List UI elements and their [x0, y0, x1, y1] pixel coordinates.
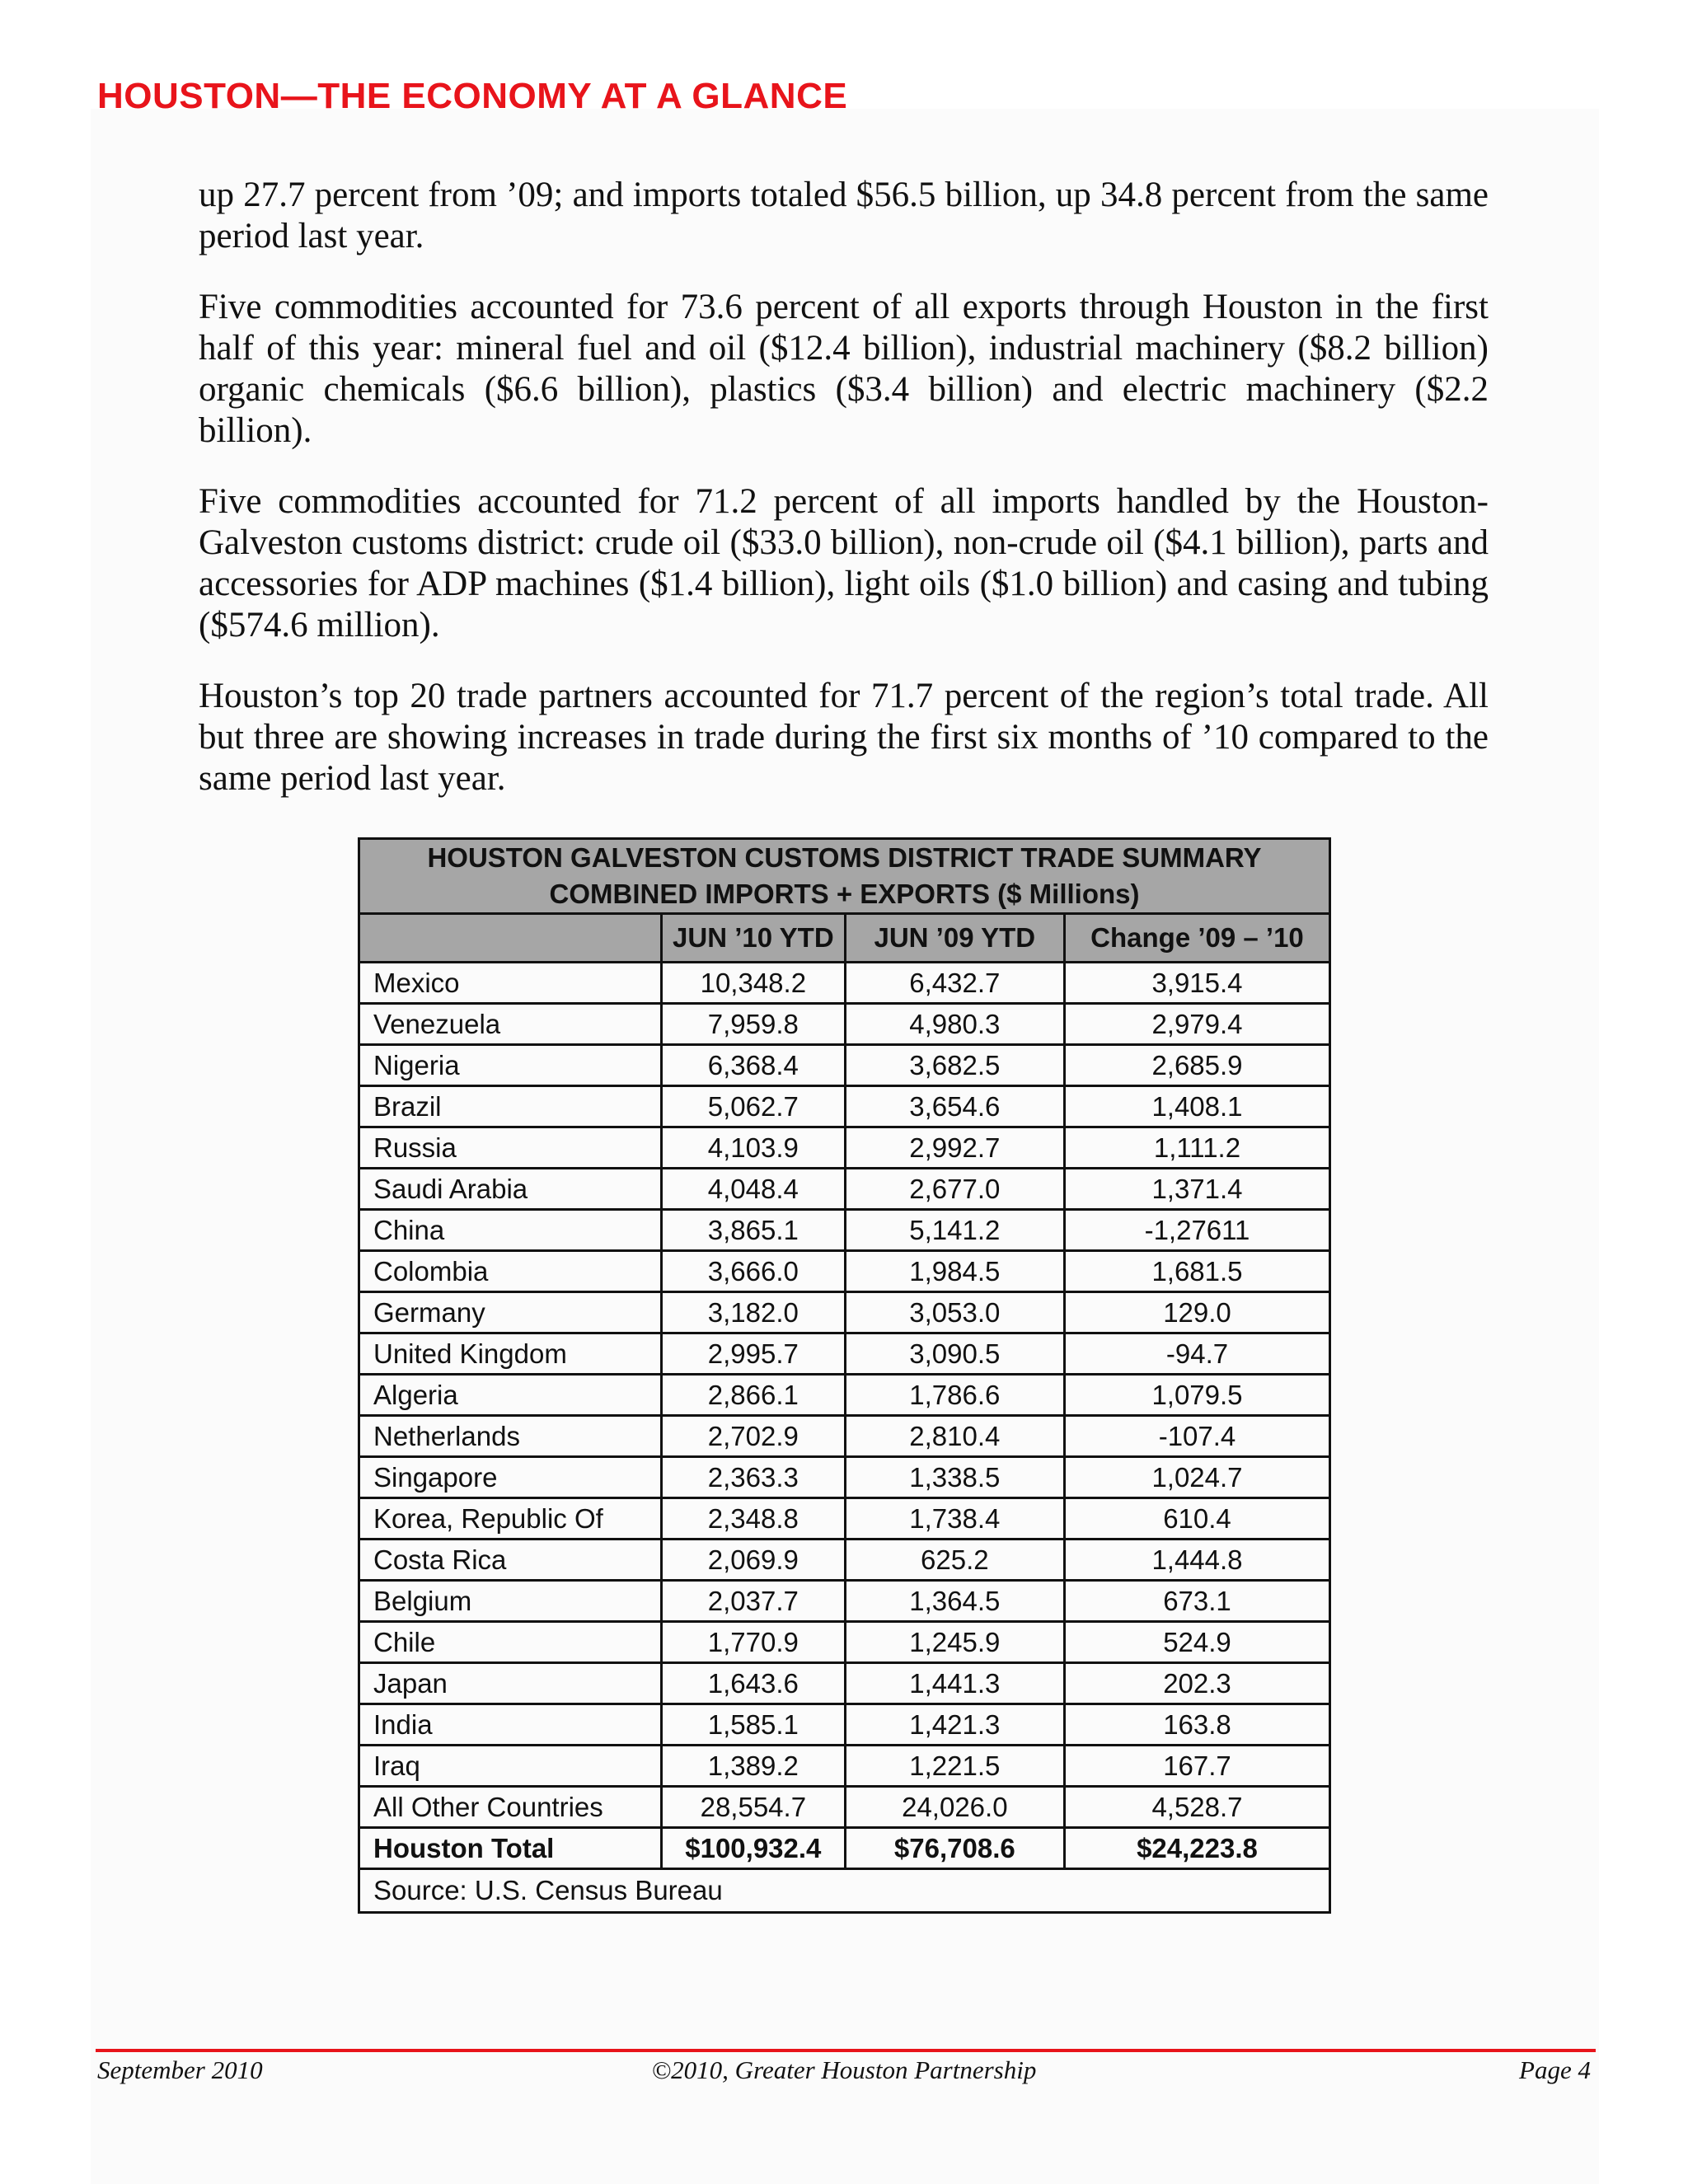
cell-change-value: 3,915.4 [1064, 963, 1329, 1004]
column-header-jun10: JUN ’10 YTD [662, 914, 846, 963]
cell-jun09-value: 3,053.0 [845, 1292, 1064, 1333]
column-header-change: Change ’09 – ’10 [1064, 914, 1329, 963]
cell-change-value: 163.8 [1064, 1704, 1329, 1746]
table-row [359, 1292, 1330, 1333]
table-row [359, 1004, 1330, 1045]
table-row [359, 1581, 1330, 1622]
table-total-row [359, 1828, 1330, 1869]
table-row [359, 1127, 1330, 1169]
cell-country: Japan [359, 1663, 662, 1704]
table-title [359, 839, 1330, 914]
table-row [359, 1210, 1330, 1251]
cell-jun09-value: 6,432.7 [845, 963, 1064, 1004]
cell-jun10-value: 28,554.7 [662, 1787, 846, 1828]
cell-change-value: 673.1 [1064, 1581, 1329, 1622]
cell-change-value: 610.4 [1064, 1498, 1329, 1540]
cell-change-value: -1,27611 [1064, 1210, 1329, 1251]
table-row [359, 1333, 1330, 1375]
paragraph: Five commodities accounted for 73.6 percent of all exports through Houston in the first half of this year: mineral fuel and oil ($12.4 billion), industrial machinery ($8.2 billion) organic chemicals ($6.6 billion), plastics ($3.4 billion) and electric machinery ($2.2 billion). [199, 288, 1489, 450]
cell-country: Saudi Arabia [359, 1169, 662, 1210]
cell-change-value: -107.4 [1064, 1416, 1329, 1457]
table-body [359, 963, 1330, 1828]
table-row [359, 1416, 1330, 1457]
paragraph: up 27.7 percent from ’09; and imports totaled $56.5 billion, up 34.8 percent from the same period last year. [199, 176, 1489, 255]
footer-copyright: ©2010, Greater Houston Partnership [651, 2055, 1037, 2084]
cell-jun10-value: 7,959.8 [662, 1004, 846, 1045]
cell-jun09-value: 1,984.5 [845, 1251, 1064, 1292]
cell-jun10-value: 1,585.1 [662, 1704, 846, 1746]
cell-change-value: 202.3 [1064, 1663, 1329, 1704]
cell-change-value: 1,444.8 [1064, 1540, 1329, 1581]
table-row [359, 1704, 1330, 1746]
cell-jun09-value: 3,682.5 [845, 1045, 1064, 1086]
cell-country: Netherlands [359, 1416, 662, 1457]
cell-jun10-value: 5,062.7 [662, 1086, 846, 1127]
cell-country: China [359, 1210, 662, 1251]
table-title-line: HOUSTON GALVESTON CUSTOMS DISTRICT TRADE SUMMARY [427, 842, 1262, 873]
cell-jun10-value: 2,702.9 [662, 1416, 846, 1457]
cell-change-value: 1,681.5 [1064, 1251, 1329, 1292]
cell-jun09-value: 24,026.0 [845, 1787, 1064, 1828]
cell-country: Colombia [359, 1251, 662, 1292]
cell-jun09-value: 1,364.5 [845, 1581, 1064, 1622]
cell-jun09-value: 1,245.9 [845, 1622, 1064, 1663]
cell-change-value: 1,371.4 [1064, 1169, 1329, 1210]
table-row [359, 1169, 1330, 1210]
paragraph: Houston’s top 20 trade partners accounted for 71.7 percent of the region’s total trade. All but three are showing increases in trade during the first six months of ’10 compared to the same period last year. [199, 677, 1489, 798]
cell-country: Germany [359, 1292, 662, 1333]
body-text [199, 175, 1489, 829]
cell-change-value: 1,079.5 [1064, 1375, 1329, 1416]
cell-country: United Kingdom [359, 1333, 662, 1375]
cell-country: Algeria [359, 1375, 662, 1416]
cell-jun09-value: 625.2 [845, 1540, 1064, 1581]
table-title-line: COMBINED IMPORTS + EXPORTS ($ Millions) [549, 879, 1140, 909]
cell-country: All Other Countries [359, 1787, 662, 1828]
table-row [359, 963, 1330, 1004]
cell-jun09-value: 3,090.5 [845, 1333, 1064, 1375]
cell-jun09-value: 5,141.2 [845, 1210, 1064, 1251]
cell-jun09-value: 1,786.6 [845, 1375, 1064, 1416]
cell-country: Brazil [359, 1086, 662, 1127]
cell-jun10-value: 3,865.1 [662, 1210, 846, 1251]
footer-date: September 2010 [97, 2055, 263, 2084]
cell-jun10-value: 4,048.4 [662, 1169, 846, 1210]
cell-jun10-value: 1,389.2 [662, 1746, 846, 1787]
cell-jun09-value: 3,654.6 [845, 1086, 1064, 1127]
cell-jun10-value: 1,643.6 [662, 1663, 846, 1704]
paragraph: Five commodities accounted for 71.2 percent of all imports handled by the Houston-Galveston customs district: crude oil ($33.0 billion), non-crude oil ($4.1 billion), parts and accessories for ADP machines ($1.4 billion), light oils ($1.0 billion) and casing and tubing ($574.6 million). [199, 482, 1489, 644]
footer-page-number: Page 4 [1519, 2055, 1591, 2084]
cell-change-value: 1,024.7 [1064, 1457, 1329, 1498]
cell-jun10-value: 10,348.2 [662, 963, 846, 1004]
column-header-jun09: JUN ’09 YTD [845, 914, 1064, 963]
cell-jun09-value: 2,810.4 [845, 1416, 1064, 1457]
cell-country: Chile [359, 1622, 662, 1663]
footer-divider [96, 2049, 1596, 2052]
total-jun10: $100,932.4 [662, 1828, 846, 1869]
cell-jun09-value: 1,738.4 [845, 1498, 1064, 1540]
cell-jun10-value: 1,770.9 [662, 1622, 846, 1663]
table-row [359, 1375, 1330, 1416]
cell-jun10-value: 4,103.9 [662, 1127, 846, 1169]
cell-country: Costa Rica [359, 1540, 662, 1581]
cell-jun10-value: 2,037.7 [662, 1581, 846, 1622]
cell-jun10-value: 2,069.9 [662, 1540, 846, 1581]
cell-country: Venezuela [359, 1004, 662, 1045]
cell-country: Belgium [359, 1581, 662, 1622]
cell-change-value: 524.9 [1064, 1622, 1329, 1663]
table-header-row [359, 914, 1330, 963]
cell-jun10-value: 3,182.0 [662, 1292, 846, 1333]
cell-country: Korea, Republic Of [359, 1498, 662, 1540]
cell-jun10-value: 6,368.4 [662, 1045, 846, 1086]
cell-jun09-value: 2,677.0 [845, 1169, 1064, 1210]
cell-country: Nigeria [359, 1045, 662, 1086]
cell-jun09-value: 1,221.5 [845, 1746, 1064, 1787]
cell-jun09-value: 4,980.3 [845, 1004, 1064, 1045]
table-row [359, 1663, 1330, 1704]
cell-change-value: 167.7 [1064, 1746, 1329, 1787]
table-row [359, 1787, 1330, 1828]
cell-change-value: 129.0 [1064, 1292, 1329, 1333]
table-source: Source: U.S. Census Bureau [359, 1869, 1330, 1913]
trade-summary-table [358, 837, 1331, 1914]
cell-country: India [359, 1704, 662, 1746]
total-jun09: $76,708.6 [845, 1828, 1064, 1869]
cell-change-value: 2,979.4 [1064, 1004, 1329, 1045]
table-row [359, 1086, 1330, 1127]
cell-change-value: 1,111.2 [1064, 1127, 1329, 1169]
table-row [359, 1457, 1330, 1498]
cell-jun09-value: 1,421.3 [845, 1704, 1064, 1746]
cell-jun09-value: 1,441.3 [845, 1663, 1064, 1704]
total-label: Houston Total [359, 1828, 662, 1869]
table-row [359, 1540, 1330, 1581]
cell-change-value: -94.7 [1064, 1333, 1329, 1375]
cell-jun10-value: 2,348.8 [662, 1498, 846, 1540]
column-header-country [359, 914, 662, 963]
page-title: HOUSTON—THE ECONOMY AT A GLANCE [97, 76, 848, 116]
cell-jun10-value: 2,995.7 [662, 1333, 846, 1375]
cell-country: Mexico [359, 963, 662, 1004]
cell-change-value: 4,528.7 [1064, 1787, 1329, 1828]
cell-country: Singapore [359, 1457, 662, 1498]
table-row [359, 1045, 1330, 1086]
cell-country: Iraq [359, 1746, 662, 1787]
total-change: $24,223.8 [1064, 1828, 1329, 1869]
cell-jun09-value: 1,338.5 [845, 1457, 1064, 1498]
cell-change-value: 1,408.1 [1064, 1086, 1329, 1127]
table-row [359, 1622, 1330, 1663]
cell-jun10-value: 3,666.0 [662, 1251, 846, 1292]
cell-jun10-value: 2,866.1 [662, 1375, 846, 1416]
table-row [359, 1498, 1330, 1540]
cell-country: Russia [359, 1127, 662, 1169]
cell-change-value: 2,685.9 [1064, 1045, 1329, 1086]
table-row [359, 1251, 1330, 1292]
cell-jun09-value: 2,992.7 [845, 1127, 1064, 1169]
cell-jun10-value: 2,363.3 [662, 1457, 846, 1498]
table-row [359, 1746, 1330, 1787]
